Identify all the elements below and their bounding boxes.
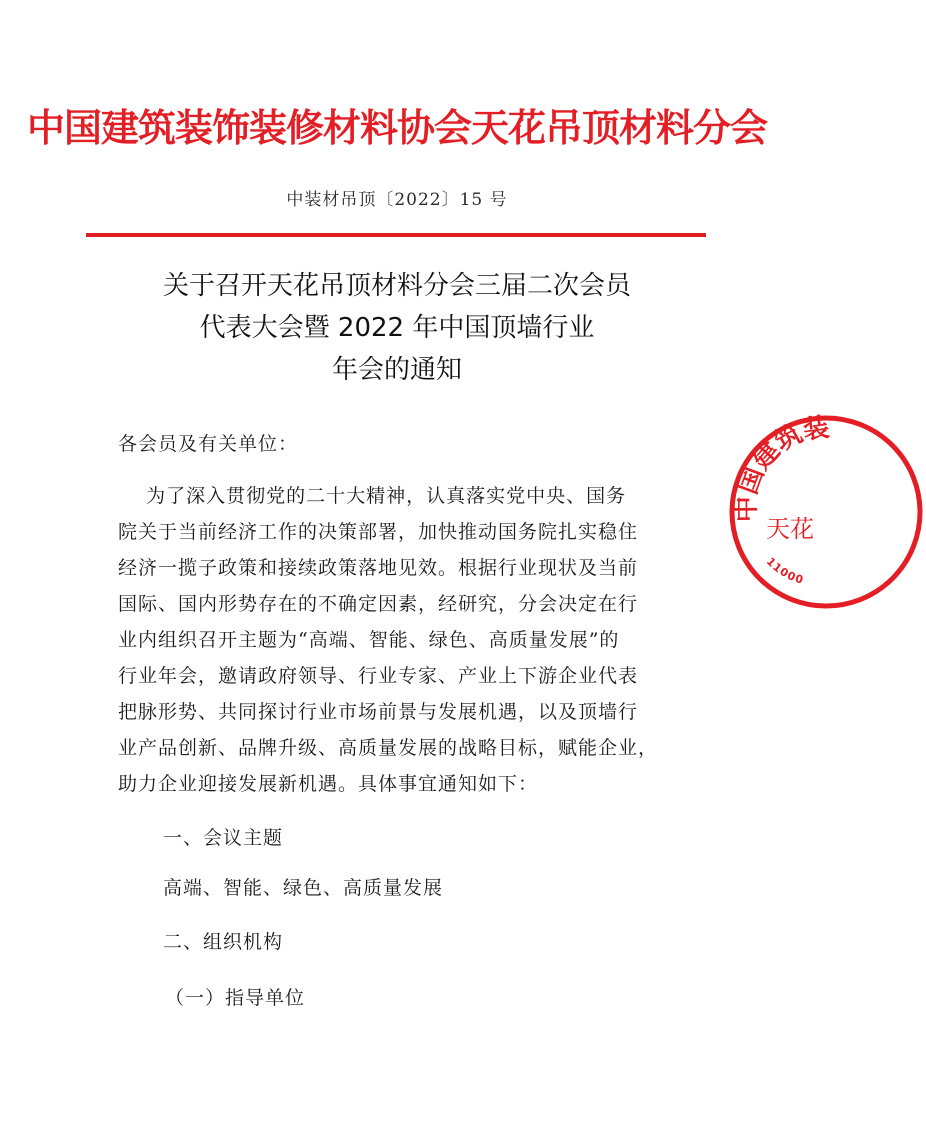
seal-text: 中国建筑装: [731, 412, 832, 523]
paragraph-line: 助力企业迎接发展新机遇。具体事宜通知如下：: [118, 773, 539, 795]
paragraph-line: 为了深入贯彻党的二十大精神，认真落实党中央、国务: [118, 485, 627, 507]
paragraph-line: 院关于当前经济工作的决策部署，加快推动国务院扎实稳住: [118, 521, 639, 543]
document-number: 中装材吊顶〔2022〕15 号: [286, 190, 508, 210]
notice-title-line-1: 关于召开天花吊顶材料分会三届二次会员: [162, 271, 631, 301]
notice-title-line-3: 年会的通知: [331, 355, 462, 385]
subsection-heading-guidance: （一）指导单位: [165, 987, 306, 1009]
paragraph-line: 行业年会，邀请政府领导、行业专家、产业上下游企业代表: [118, 665, 639, 687]
paragraph-line: 经济一揽子政策和接续政策落地见效。根据行业现状及当前: [118, 557, 639, 579]
paragraph-line: 业产品创新、品牌升级、高质量发展的战略目标，赋能企业，: [118, 737, 659, 759]
official-seal: [726, 412, 926, 612]
seal-inner-text: 天花: [766, 515, 814, 543]
paragraph-line: 把脉形势、共同探讨行业市场前景与发展机遇，以及顶墙行: [118, 701, 639, 723]
section-heading-organization: 二、组织机构: [163, 931, 284, 953]
paragraph-line: 国际、国内形势存在的不确定因素，经研究，分会决定在行: [118, 593, 639, 615]
paragraph-line: 业内组织召开主题为“高端、智能、绿色、高质量发展”的: [118, 629, 620, 651]
red-divider: [86, 233, 706, 237]
notice-title-line-2: 代表大会暨 2022 年中国顶墙行业: [199, 313, 595, 343]
organization-header: 中国建筑装饰装修材料协会天花吊顶材料分会: [26, 105, 767, 150]
section-text-theme: 高端、智能、绿色、高质量发展: [163, 877, 444, 899]
seal-number: 11000: [763, 554, 806, 587]
salutation: 各会员及有关单位：: [118, 433, 299, 455]
section-heading-theme: 一、会议主题: [163, 827, 284, 849]
